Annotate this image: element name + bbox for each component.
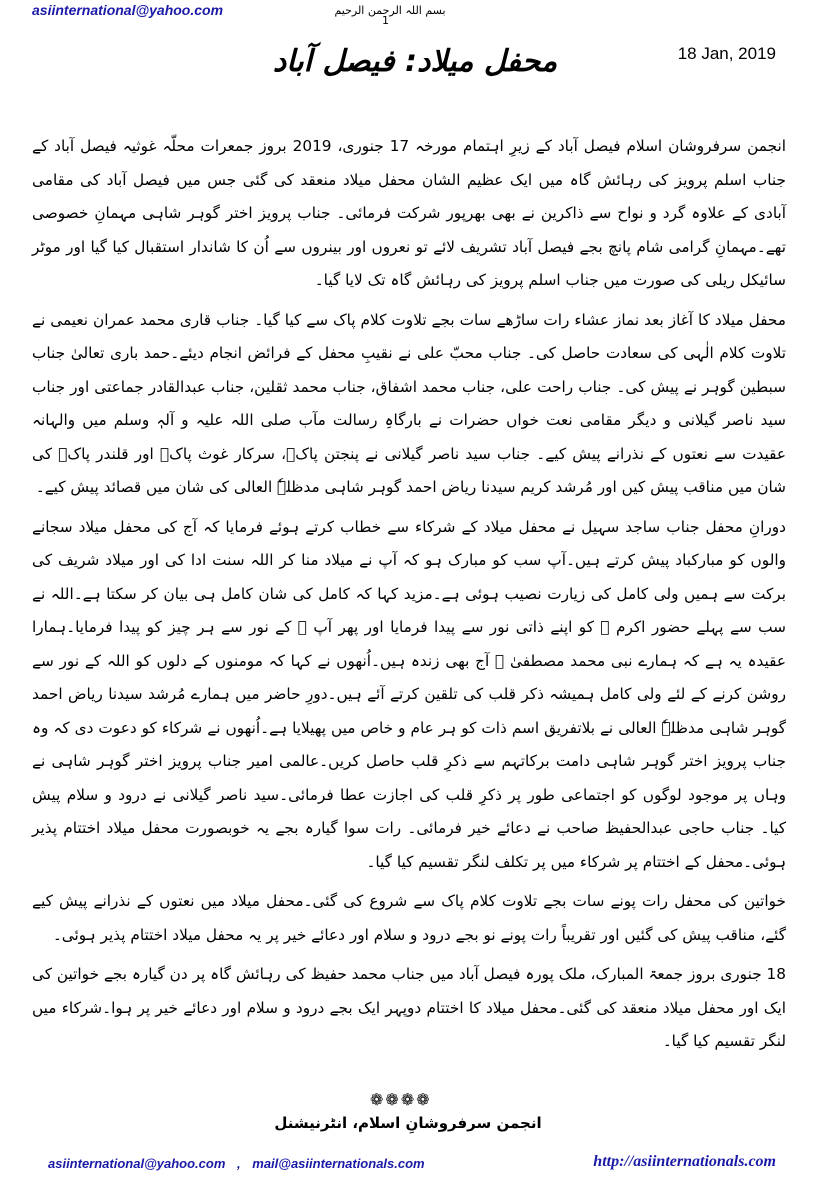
article-body (32, 130, 786, 1065)
page-title: محفل میلاد: فیصل آباد (272, 44, 558, 79)
bismillah: بسم اللہ الرحمن الرحیم (334, 4, 446, 17)
paragraph-second-gathering: 18 جنوری بروز جمعۃ المبارک، ملک پورہ فیصل آباد میں جناب محمد حفیظ کی رہائش گاہ پر دن گیارہ بجے خواتین کی ایک اور محفل میلاد منعقد کی گئی۔محفل میلاد کا اختتام دوپہر ایک بجے درود و سلام اور دعائے خیر پر ہوا۔شرکاء میں لنگر تقسیم کیا گیا۔ (32, 965, 786, 1050)
footer-email-link[interactable]: asiinternational@yahoo.com (48, 1156, 226, 1171)
paragraph-speech: دورانِ محفل جناب ساجد سہیل نے محفل میلاد کے شرکاء سے خطاب کرتے ہوئے فرمایا کہ آج کی محفل میلاد سجانے والوں کو مبارکباد پیش کرتے ہیں۔آپ سب کو مبارک ہو کہ آپ نے میلاد منا کر اللہ سنت ادا کی اور میلاد شریف کی برکت سے ہمیں ولی کامل کی زیارت نصیب ہوئی ہے۔مزید کہا کہ کامل کی شان کامل ہی بیان کر سکتا ہے۔اللہ نے سب سے پہلے حضور اکرم ﷺ کو اپنے ذاتی نور سے پیدا فرمایا اور پھر آپ ﷺ کے نور سے ہر چیز کو پیدا فرمایا۔ہمارا عقیدہ یہ ہے کہ ہمارے نبی محمد مصطفیٰ ﷺ آج بھی زندہ ہیں۔اُنھوں نے کہا کہ مومنوں کے دلوں کو اللہ کے نور سے روشن کرنے کے لئے ولی کامل ہمیشہ ذکر قلب کی تلقین کرتے آئے ہیں۔دورِ حاضر میں ہمارے مُرشد سیدنا ریاض احمد گوہر شاہی مدظلہٗ العالی نے بلاتفریق اسم ذات کو ہر عام و خاص میں پھیلایا ہے۔اُنھوں نے شرکاء کو دعوت دی کہ وہ جناب پرویز اختر گوہر شاہی دامت برکاتہم سے ذکرِ قلب حاصل کریں۔عالمی امیر جناب پرویز اختر گوہر شاہی نے وہاں پر موجود لوگوں کو اجتماعی طور پر ذکرِ قلب کی اجازت عطا فرمائی۔سید ناصر گیلانی نے درود و سلام پیش کیا۔ جناب حاجی عبدالحفیظ صاحب نے دعائے خیر فرمائی۔ رات سوا گیارہ بجے یہ خوبصورت محفل میلاد اختتام پذیر ہوئی۔محفل کے اختتام پر شرکاء میں پر تکلف لنگر تقسیم کیا گیا۔ (32, 517, 786, 871)
paragraph-women-gathering: خواتین کی محفل رات پونے سات بجے تلاوت کلام پاک سے شروع کی گئی۔محفل میلاد میں نعتوں کے نذرانے پیش کیے گئے، مناقب پیش کی گئیں اور تقریباً رات پونے نو بجے درود و سلام اور دعائے خیر پر یہ محفل میلاد اختتام پذیر ہوئی۔ (32, 892, 786, 944)
ornament-divider: ❁❁❁❁ (370, 1090, 432, 1109)
footer-mail-link[interactable]: mail@asiinternationals.com (252, 1156, 425, 1171)
footer-emails (48, 1156, 425, 1171)
organization-name: انجمن سرفروشانِ اسلام، انٹرنیشنل (274, 1114, 542, 1132)
paragraph-intro: انجمن سرفروشان اسلام فیصل آباد کے زیرِ اہتمام مورخہ 17 جنوری، 2019 بروز جمعرات محلّہ غوثیہ فیصل آباد کے جناب اسلم پرویز کی رہائش گاہ میں ایک عظیم الشان محفل میلاد منعقد کی گئی جس میں فیصل آباد کی مقامی آبادی کے علاوہ گرد و نواح سے ذاکرین نے بھی بھرپور شرکت فرمائی۔ جناب پرویز اختر گوہر شاہی مہمانِ خصوصی تھے۔مہمانِ گرامی شام پانچ بجے فیصل آباد تشریف لائے تو نعروں اور بینروں سے اُن کا شاندار استقبال کیا گیا اور موٹر سائیکل ریلی کی صورت میں جناب اسلم پرویز کی رہائش گاہ تک لایا گیا۔ (32, 137, 786, 289)
footer-separator: , (237, 1156, 241, 1171)
paragraph-proceedings: محفل میلاد کا آغاز بعد نماز عشاء رات ساڑھے سات بجے تلاوت کلام پاک سے کیا گیا۔ جناب قاری محمد عمران نعیمی نے تلاوت کلام الٰہی کی سعادت حاصل کی۔ جناب محبّ علی نے نقیبِ محفل کے فرائض انجام دیئے۔حمد باری تعالیٰ جناب سبطین گوہر نے پیش کی۔ جناب راحت علی، جناب محمد اشفاق، جناب محمد ثقلین، جناب عبدالقادر جماعتی اور جناب سید ناصر گیلانی و دیگر مقامی نعت خواں حضرات نے بارگاہِ رسالت مآب صلی اللہ علیہ و آلہٖ وسلم میں والہانہ عقیدت سے نعتوں کے نذرانے پیش کیے۔ جناب سید ناصر گیلانی نے پنجتن پاکؑ، سرکار غوث پاکؓ اور قلندر پاکؒ کی شان میں مناقب پیش کیں اور مُرشد کریم سیدنا ریاض احمد گوہر شاہی مدظلہٗ العالی کی شان میں قصائد پیش کیے۔ (32, 310, 786, 496)
header-email: asiinternational@yahoo.com (32, 2, 224, 18)
article-date: 18 Jan, 2019 (677, 44, 776, 63)
page-number: 1 (382, 14, 389, 27)
website-link[interactable]: http://asiinternationals.com (593, 1153, 776, 1170)
